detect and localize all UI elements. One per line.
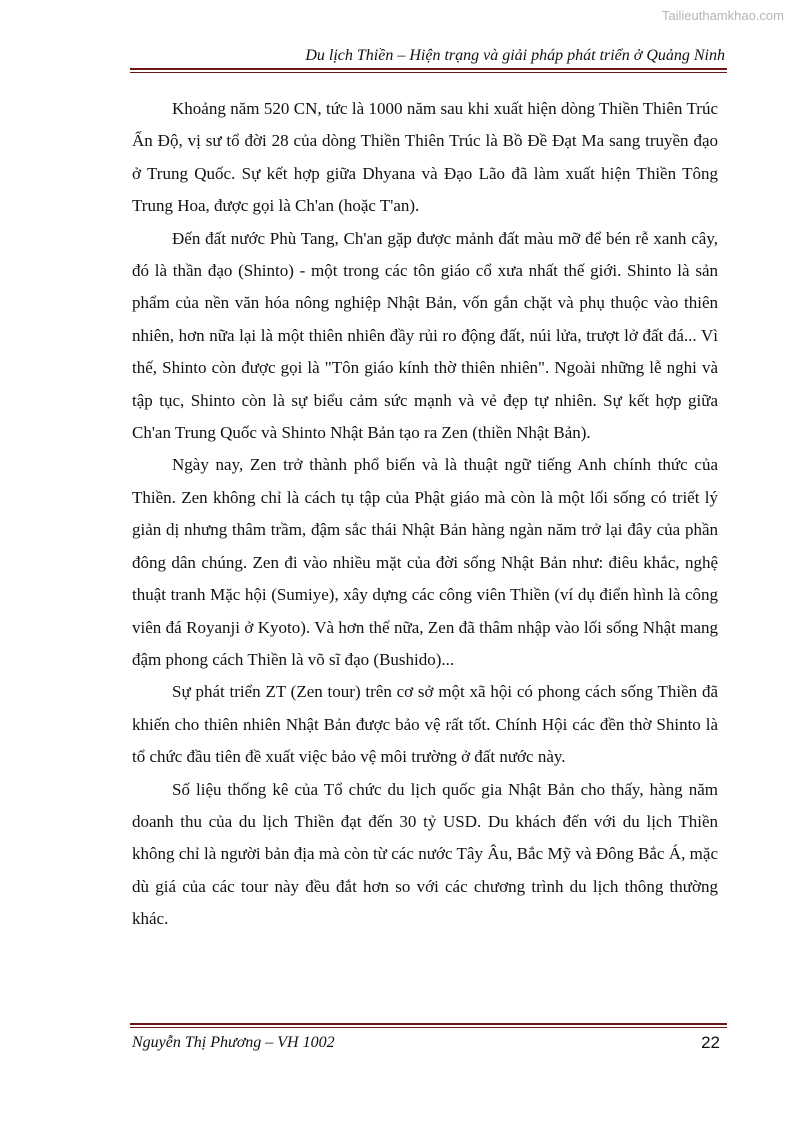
watermark: Tailieuthamkhao.com	[661, 8, 784, 23]
footer-divider	[130, 1023, 727, 1028]
header-divider	[130, 68, 727, 73]
paragraph: Ngày nay, Zen trở thành phổ biến và là thuật ngữ tiếng Anh chính thức của Thiền. Zen không chỉ là cách tụ tập của Phật giáo mà còn là một lối sống có triết lý giản dị nhưng thâm trầm, đậm sắc thái Nhật Bản hàng ngàn năm trở lại đây của phần đông dân chúng. Zen đi vào nhiều mặt của đời sống Nhật Bản như: điêu khắc, nghệ thuật tranh Mặc hội (Sumiye), xây dựng các công viên Thiền (ví dụ điển hình là công viên đá Royanji ở Kyoto). Và hơn thế nữa, Zen đã thâm nhập vào lối sống Nhật mang đậm phong cách Thiền là võ sĩ đạo (Bushido)...	[132, 455, 718, 669]
running-header: Du lịch Thiền – Hiện trạng và giải pháp phát triển ở Quảng Ninh	[305, 47, 725, 64]
page-number: 22	[701, 1033, 720, 1052]
document-body	[132, 93, 718, 936]
footer-author: Nguyễn Thị Phương – VH 1002	[132, 1034, 335, 1051]
paragraph: Sự phát triển ZT (Zen tour) trên cơ sở một xã hội có phong cách sống Thiền đã khiến cho thiên nhiên Nhật Bản được bảo vệ rất tốt. Chính Hội các đền thờ Shinto là tổ chức đầu tiên đề xuất việc bảo vệ môi trường ở đất nước này.	[132, 682, 718, 767]
paragraph: Đến đất nước Phù Tang, Ch'an gặp được mảnh đất màu mỡ để bén rễ xanh cây, đó là thần đạo (Shinto) - một trong các tôn giáo cổ xưa nhất thế giới. Shinto là sản phẩm của nền văn hóa nông nghiệp Nhật Bản, vốn gắn chặt và phụ thuộc vào thiên nhiên, hơn nữa lại là một thiên nhiên đầy rủi ro động đất, núi lửa, trượt lở đất đá... Vì thế, Shinto còn được gọi là "Tôn giáo kính thờ thiên nhiên". Ngoài những lễ nghi và tập tục, Shinto còn là sự biểu cảm sức mạnh và vẻ đẹp tự nhiên. Sự kết hợp giữa Ch'an Trung Quốc và Shinto Nhật Bản tạo ra Zen (thiền Nhật Bản).	[132, 228, 718, 443]
paragraph: Khoảng năm 520 CN, tức là 1000 năm sau khi xuất hiện dòng Thiền Thiên Trúc Ấn Độ, vị sư tổ đời 28 của dòng Thiền Thiên Trúc là Bồ Đề Đạt Ma sang truyền đạo ở Trung Quốc. Sự kết hợp giữa Dhyana và Đạo Lão đã làm xuất hiện Thiền Tông Trung Hoa, được gọi là Ch'an (hoặc T'an).	[132, 99, 718, 216]
paragraph: Số liệu thống kê của Tổ chức du lịch quốc gia Nhật Bản cho thấy, hàng năm doanh thu của du lịch Thiền đạt đến 30 tỷ USD. Du khách đến với du lịch Thiền không chỉ là người bản địa mà còn từ các nước Tây Âu, Bắc Mỹ và Đông Bắc Á, mặc dù giá của các tour này đều đắt hơn so với các chương trình du lịch thông thường khác.	[132, 779, 718, 929]
